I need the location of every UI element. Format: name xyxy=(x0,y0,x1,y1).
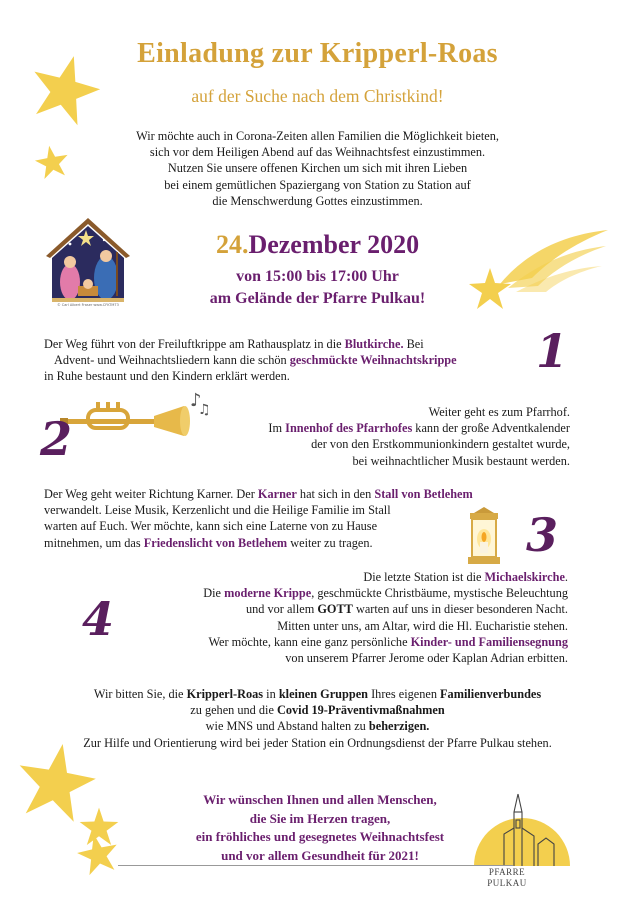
intro-line: bei einem gemütlichen Spaziergang von Station zu Station auf xyxy=(164,177,471,192)
event-month-year: Dezember 2020 xyxy=(248,230,420,259)
star-icon xyxy=(76,832,120,876)
intro-line: die Menschwerdung Gottes einzustimmen. xyxy=(212,193,423,208)
station-4-highlight: moderne Krippe xyxy=(224,586,312,601)
christmas-wish: Wir wünschen Ihnen und allen Menschen, die Sie im Herzen tragen, ein fröhliches und gesegnetes Weihnachtsfest und vor allem Gesundheit für 2021! xyxy=(195,792,445,863)
event-time-place xyxy=(140,266,495,310)
event-date xyxy=(140,230,495,260)
station-4-text: Die letzte Station ist die Michaelskirche. Die moderne Krippe, geschmückte Christbäume, mystische Beleuchtung und vor allem GOTT warten auf uns in dieser besonderen Nacht. Mitten unter uns, am Altar, wird die Hl. Eucharistie stehen. Wer möchte, kann eine ganz persönliche Kinder- und Familiensegnung von unserem Pfarrer Jerome oder Kaplan Adrian erbitten. xyxy=(203,570,568,666)
event-time: von 15:00 bis 17:00 Uhr xyxy=(236,268,399,285)
star-icon xyxy=(34,144,70,180)
station-3-highlight: Stall von Betlehem xyxy=(374,487,473,501)
event-day: 24. xyxy=(215,230,249,259)
station-3-highlight: Friedenslicht von Betlehem xyxy=(143,535,288,550)
station-number-4: 4 xyxy=(82,592,115,646)
station-3-text: Der Weg geht weiter Richtung Karner. Der Karner hat sich in den Stall von Betlehem verwandelt. Leise Musik, Kerzenlicht und die Heilige Familie im Stall warten auf Euch. Wer möchte, kann sich eine Laterne von zu Hause mitnehmen, um das Friedenslicht von Betlehem weiter zu tragen. xyxy=(44,487,473,550)
nativity-scene-icon xyxy=(40,212,136,308)
trumpet-icon xyxy=(58,390,211,452)
station-4-highlight: GOTT xyxy=(317,602,353,617)
page-subtitle: auf der Suche nach dem Christkind! xyxy=(191,86,444,106)
station-2-highlight: Innenhof des Pfarrhofes xyxy=(285,421,413,436)
closing-paragraph: Wir bitten Sie, die Kripperl-Roas in kleinen Gruppen Ihres eigenen Familienverbundes zu gehen und die Covid 19-Präventivmaßnahmen wie MNS und Abstand halten zu beherzigen. Zur Hilfe und Orientierung wird bei jeder Station ein Ordnungsdienst der Pfarre Pulkau stehen. xyxy=(83,687,552,750)
station-number-1: 1 xyxy=(536,324,569,378)
station-4-highlight: Kinder- und Familiensegnung xyxy=(410,634,568,649)
station-2-text: Weiter geht es zum Pfarrhof. Im Innenhof des Pfarrhofes kann der große Adventkalender der von den Erstkommunionkindern gestaltet wurde, bei weihnachtlicher Musik bestaunt werden. xyxy=(268,405,570,468)
parish-logo-text: PFARRE PULKAU xyxy=(487,867,527,888)
svg-text:♪: ♪ xyxy=(190,390,202,411)
svg-text:♫: ♫ xyxy=(198,402,211,418)
divider xyxy=(118,865,513,866)
station-number-2: 2 xyxy=(40,412,73,466)
event-place: am Gelände der Pfarre Pulkau! xyxy=(209,290,426,307)
intro-paragraph xyxy=(80,128,555,209)
station-1-highlight: Blutkirche. xyxy=(344,337,404,351)
page-title: Einladung zur Kripperl-Roas xyxy=(137,38,498,69)
station-3-highlight: Karner xyxy=(257,487,297,501)
nativity-credit: © Carl Albert Fraser www.CFKTMT3 xyxy=(57,303,119,307)
intro-line: sich vor dem Heiligen Abend auf das Weihnachtsfest einzustimmen. xyxy=(149,145,486,160)
station-1-highlight: geschmückte Weihnachtskrippe xyxy=(289,353,457,368)
station-number-3: 3 xyxy=(526,508,559,562)
station-1-text: Der Weg führt von der Freiluftkrippe am Rathausplatz in die Blutkirche. Bei Advent- und Weihnachtsliedern kann die schön geschmückte Weihnachtskrippe in Ruhe bestaunt und den Kindern erklärt werden. xyxy=(44,337,457,384)
station-4-highlight: Michaelskirche xyxy=(484,570,565,584)
intro-line: Wir möchte auch in Corona-Zeiten allen Familien die Möglichkeit bieten, xyxy=(136,129,499,143)
intro-line: Nutzen Sie unsere offenen Kirchen um sich mit ihren Lieben xyxy=(167,161,468,176)
